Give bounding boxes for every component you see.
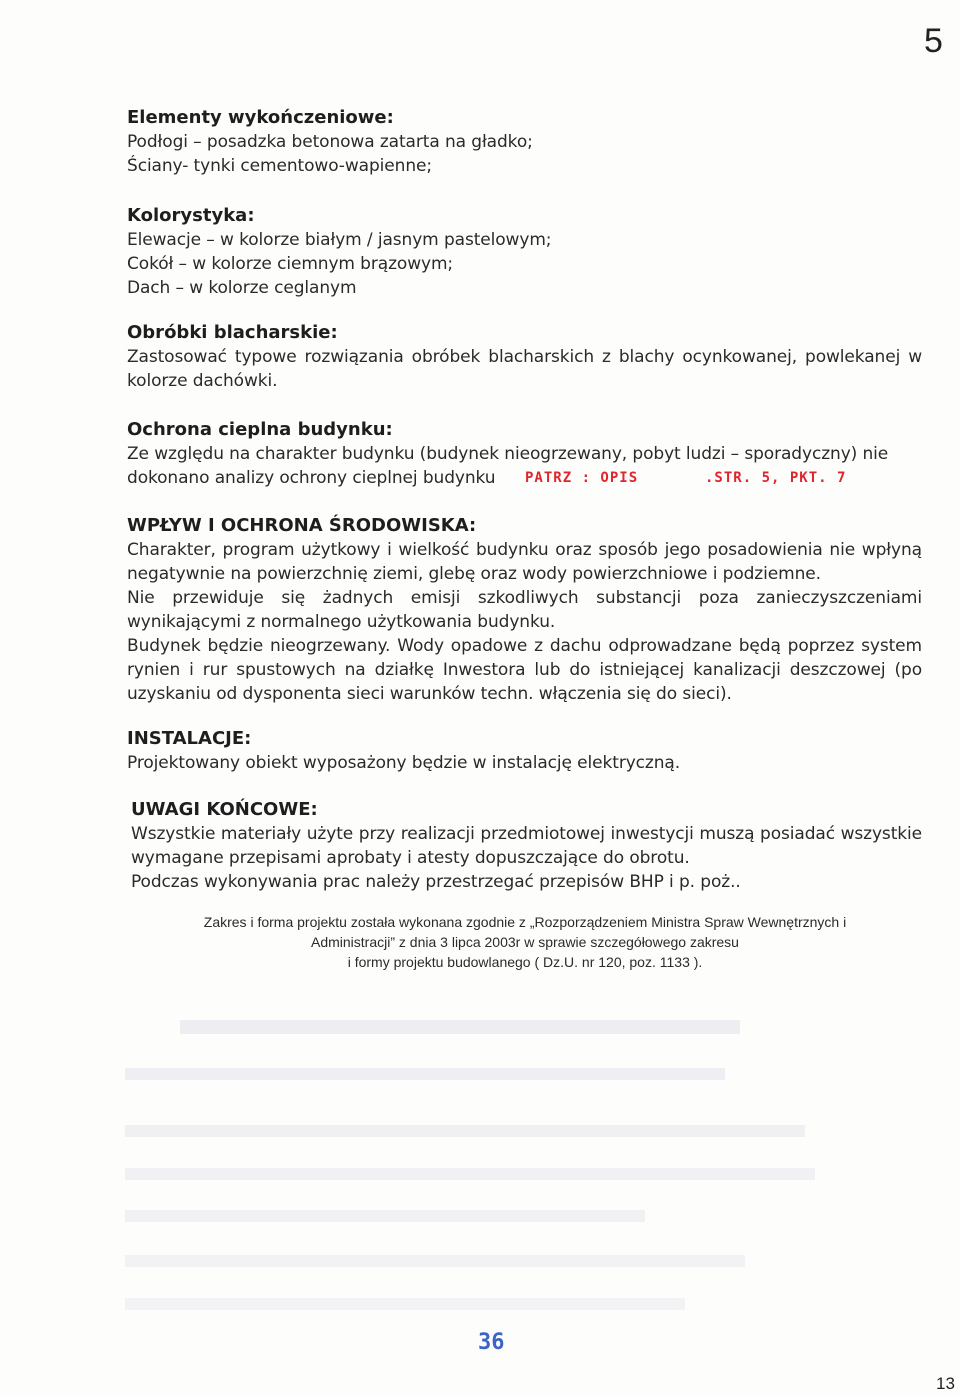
section-heading: Obróbki blacharskie: bbox=[127, 322, 338, 343]
text-line: Ze względu na charakter budynku (budynek nieogrzewany, pobyt ludzi – sporadyczny) nie bbox=[127, 444, 889, 464]
text-line: Podłogi – posadzka betonowa zatarta na gładko; bbox=[127, 132, 533, 152]
section-heading: UWAGI KOŃCOWE: bbox=[131, 799, 318, 820]
text-line: Elewacje – w kolorze białym / jasnym pastelowym; bbox=[127, 230, 552, 250]
section-heading: WPŁYW I OCHRONA ŚRODOWISKA: bbox=[127, 515, 477, 536]
ghost-line bbox=[125, 1210, 645, 1222]
section-heading: Ochrona cieplna budynku: bbox=[127, 419, 393, 440]
section-heading: Kolorystyka: bbox=[127, 205, 255, 226]
section-heading: Elementy wykończeniowe: bbox=[127, 107, 394, 128]
footnote-line: Administracji” z dnia 3 lipca 2003r w sprawie szczegółowego zakresu bbox=[311, 934, 739, 950]
page-number: 5 bbox=[924, 22, 943, 60]
sheet-number: 13 bbox=[936, 1374, 955, 1393]
handwritten-page-number: 36 bbox=[478, 1330, 505, 1355]
text-paragraph: Wszystkie materiały użyte przy realizacji przedmiotowej inwestycji muszą posiadać wszystkie wymagane przepisami aprobaty i atesty dopuszczające do obrotu. bbox=[131, 824, 922, 868]
text-line: Projektowany obiekt wyposażony będzie w instalację elektryczną. bbox=[127, 753, 681, 773]
text-paragraph: Podczas wykonywania prac należy przestrzegać przepisów BHP i p. poż.. bbox=[131, 872, 741, 892]
handwritten-note: PATRZ : OPIS bbox=[525, 470, 639, 486]
text-paragraph: Zastosować typowe rozwiązania obróbek blacharskich z blachy ocynkowanej, powlekanej w kolorze dachówki. bbox=[127, 347, 922, 391]
text-paragraph: Nie przewiduje się żadnych emisji szkodliwych substancji poza zanieczyszczeniami wynikającymi z normalnego użytkowania budynku. bbox=[127, 588, 922, 632]
ghost-line bbox=[125, 1168, 815, 1180]
text-line: Dach – w kolorze ceglanym bbox=[127, 278, 357, 298]
ghost-line bbox=[180, 1020, 740, 1034]
footnote-line: Zakres i forma projektu została wykonana zgodnie z „Rozporządzeniem Ministra Spraw Wewnętrznych i bbox=[203, 914, 847, 930]
ghost-line bbox=[125, 1068, 725, 1080]
ghost-line bbox=[125, 1125, 805, 1137]
handwritten-note: .STR. 5, PKT. 7 bbox=[705, 470, 847, 486]
section-heading: INSTALACJE: bbox=[127, 728, 252, 749]
text-line: Cokół – w kolorze ciemnym brązowym; bbox=[127, 254, 454, 274]
text-paragraph: Budynek będzie nieogrzewany. Wody opadowe z dachu odprowadzane będą poprzez system rynien i rur spustowych na działkę Inwestora lub do istniejącej kanalizacji deszczowej (po uzyskaniu od dysponenta sieci warunków techn. włączenia się do sieci). bbox=[127, 636, 922, 704]
ghost-line bbox=[125, 1298, 685, 1310]
footnote-line: i formy projektu budowlanego ( Dz.U. nr 120, poz. 1133 ). bbox=[347, 954, 703, 970]
text-line: dokonano analizy ochrony cieplnej budynku bbox=[127, 468, 496, 488]
text-paragraph: Charakter, program użytkowy i wielkość budynku oraz sposób jego posadowienia nie wpłyną negatywnie na powierzchnię ziemi, glebę oraz wody powierzchniowe i podziemne. bbox=[127, 540, 922, 584]
text-line: Ściany- tynki cementowo-wapienne; bbox=[127, 156, 432, 176]
ghost-line bbox=[125, 1255, 745, 1267]
